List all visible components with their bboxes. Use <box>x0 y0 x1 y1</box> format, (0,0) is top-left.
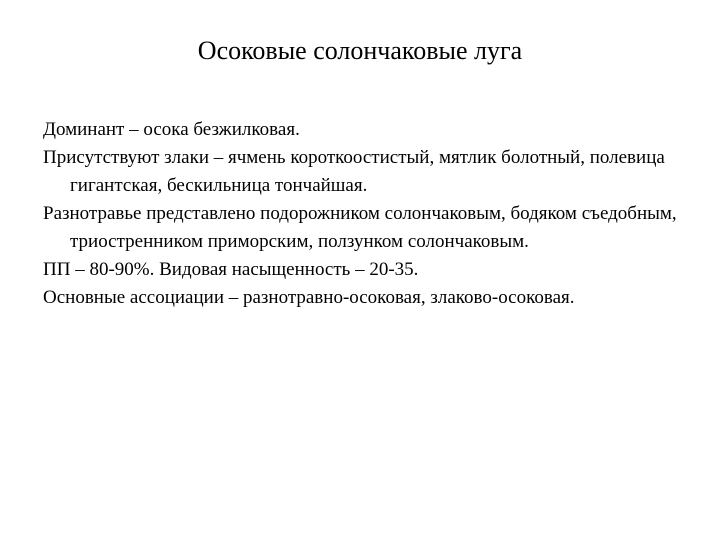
slide-body <box>43 116 693 312</box>
paragraph-grasses: Присутствуют злаки – ячмень короткоостистый, мятлик болотный, полевица гигантская, бескильница тончайшая. <box>43 147 665 196</box>
paragraph-coverage: ПП – 80-90%. Видовая насыщенность – 20-35. <box>43 259 419 280</box>
slide-title: Осоковые солончаковые луга <box>197 36 523 65</box>
paragraph-dominant: Доминант – осока безжилковая. <box>43 119 300 140</box>
paragraph-forbs: Разнотравье представлено подорожником солончаковым, бодяком съедобным, триостренником приморским, ползунком солончаковым. <box>43 203 677 252</box>
paragraph-associations: Основные ассоциации – разнотравно-осоковая, злаково-осоковая. <box>43 287 575 308</box>
